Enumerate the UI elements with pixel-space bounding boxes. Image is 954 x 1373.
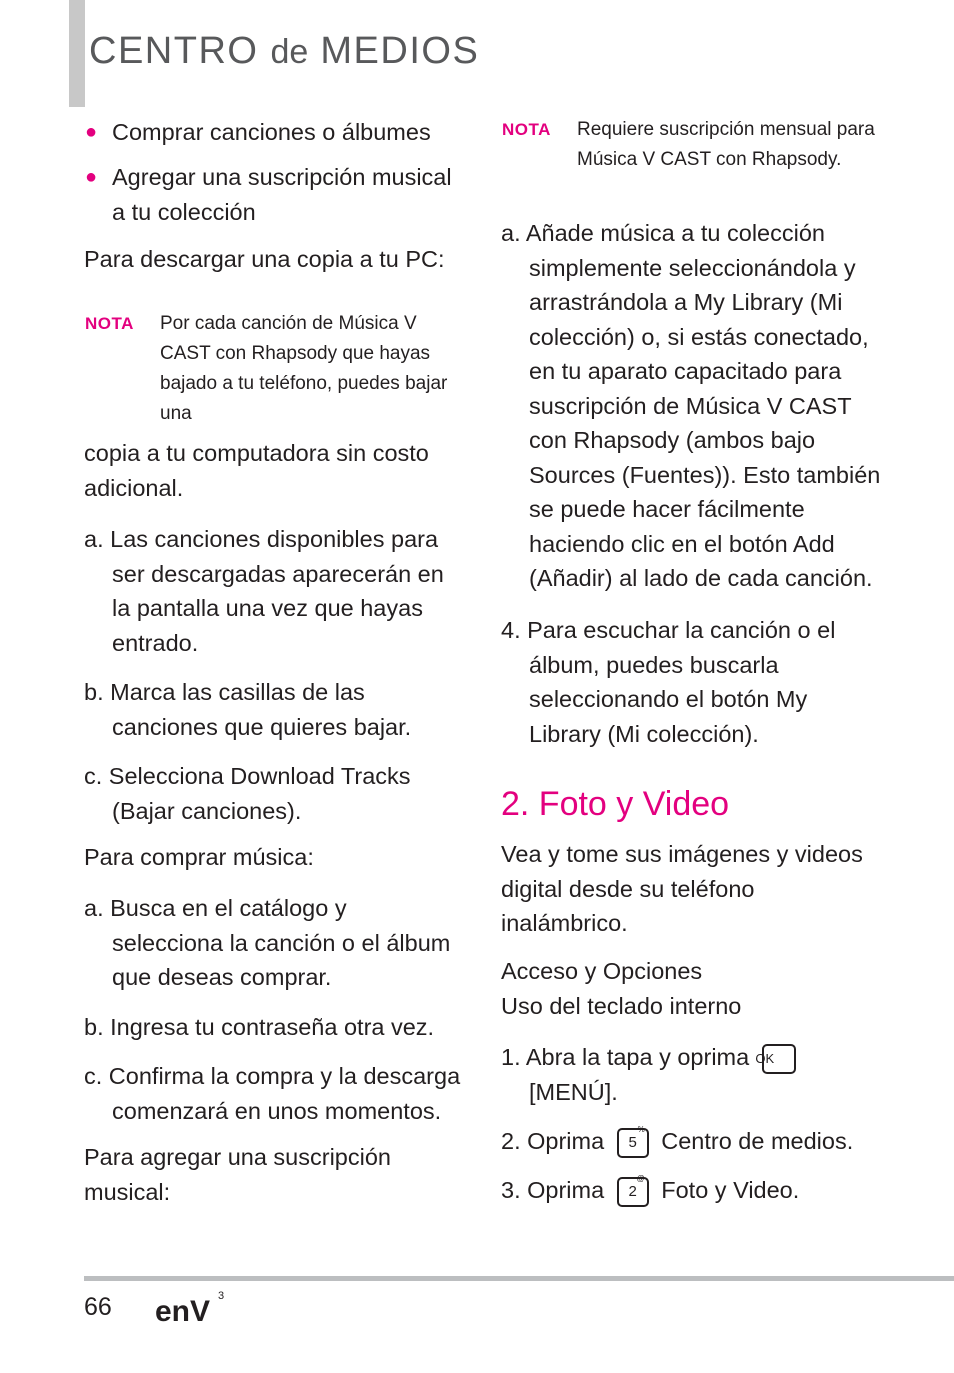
list-item: 4. Para escuchar la canción o el álbum, puedes buscarla seleccionando el botón My Library (Mi colección). (501, 617, 836, 747)
list-item: b. Marca las casillas de las canciones que quieres bajar. (84, 679, 412, 740)
page-title (89, 30, 479, 73)
paragraph-agregar: Para agregar una suscripción musical: (84, 1144, 391, 1205)
list-item: a. Busca en el catálogo y selecciona la canción o el álbum que deseas comprar. (84, 895, 451, 990)
list-item: b. Ingresa tu contraseña otra vez. (84, 1014, 435, 1040)
svg-text:3: 3 (218, 1290, 225, 1302)
header-side-bar (69, 0, 85, 107)
period: . (611, 1078, 618, 1105)
step-3 (501, 1173, 881, 1208)
key-2-icon (617, 1173, 649, 1207)
menu-label: [MENÚ] (529, 1078, 612, 1105)
bullet-text: Agregar una suscripción musical a tu colección (112, 164, 452, 225)
ok-key-icon (755, 1044, 796, 1074)
title-part-centro: CENTRO (89, 30, 271, 72)
title-part-medios: MEDIOS (308, 30, 480, 72)
step-text: 1. Abra la tapa y oprima (501, 1044, 750, 1070)
page-number: 66 (84, 1293, 112, 1321)
step-2 (501, 1124, 881, 1159)
paragraph-comprar: Para comprar música: (84, 844, 314, 870)
bullet-dot-icon: ● (85, 121, 98, 143)
section-title: 2. Foto y Video (501, 785, 730, 823)
key-sup: % (637, 1124, 645, 1134)
menu-label: Foto y Video (661, 1177, 793, 1203)
step-1 (501, 1040, 881, 1109)
key-sup: @ (636, 1173, 645, 1183)
key-5-icon (617, 1124, 649, 1158)
subheading-acceso: Acceso y Opciones (501, 958, 703, 984)
note-text: Por cada canción de Música V CAST con Rhapsody que hayas bajado a tu teléfono, puedes bajar una (160, 313, 448, 424)
bullet-text: Comprar canciones o álbumes (112, 119, 431, 145)
note-label: NOTA (502, 120, 551, 139)
note-label: NOTA (85, 314, 134, 333)
bullet-dot-icon: ● (85, 166, 98, 188)
period: . (846, 1128, 854, 1154)
list-item: c. Confirma la compra y la descarga comenzará en unos momentos. (84, 1063, 461, 1124)
menu-label: Centro de medios (661, 1128, 847, 1154)
key-label: 2 (628, 1182, 637, 1200)
note-block (84, 309, 464, 429)
env3-logo-icon (155, 1285, 235, 1327)
svg-text:enV: enV (155, 1295, 211, 1327)
step-text: 3. Oprima (501, 1177, 605, 1203)
paragraph-copia: copia a tu computadora sin costo adicional. (84, 440, 429, 501)
paragraph-download-pc: Para descargar una copia a tu PC: (84, 246, 445, 272)
footer-divider (84, 1276, 954, 1281)
subheading-teclado: Uso del teclado interno (501, 993, 742, 1019)
period: . (792, 1177, 800, 1203)
list-item: a. Añade música a tu colección simplemente seleccionándola y arrastrándola a My Library (Mi colección) o, si estás conectado, en tu aparato capacitado para suscripción de Música V CAST con Rhapsody (ambos bajo Sources (Fuentes)). Esto también se puede hacer fácilmente haciendo clic en el botón Add (Añadir) al lado de cada canción. (501, 220, 881, 591)
list-item: c. Selecciona Download Tracks (Bajar canciones). (84, 763, 411, 824)
step-text: 2. Oprima (501, 1128, 605, 1154)
bullet-item (84, 160, 464, 229)
section-intro: Vea y tome sus imágenes y videos digital desde su teléfono inalámbrico. (501, 841, 863, 936)
key-label: OK (755, 1050, 775, 1066)
key-label: 5 (628, 1133, 637, 1151)
bullet-item (84, 115, 464, 150)
title-part-de: de (270, 33, 309, 71)
note-block (501, 115, 881, 175)
note-text: Requiere suscripción mensual para Música V CAST con Rhapsody. (577, 119, 875, 170)
list-item: a. Las canciones disponibles para ser descargadas aparecerán en la pantalla una vez que hayas entrado. (84, 526, 444, 656)
